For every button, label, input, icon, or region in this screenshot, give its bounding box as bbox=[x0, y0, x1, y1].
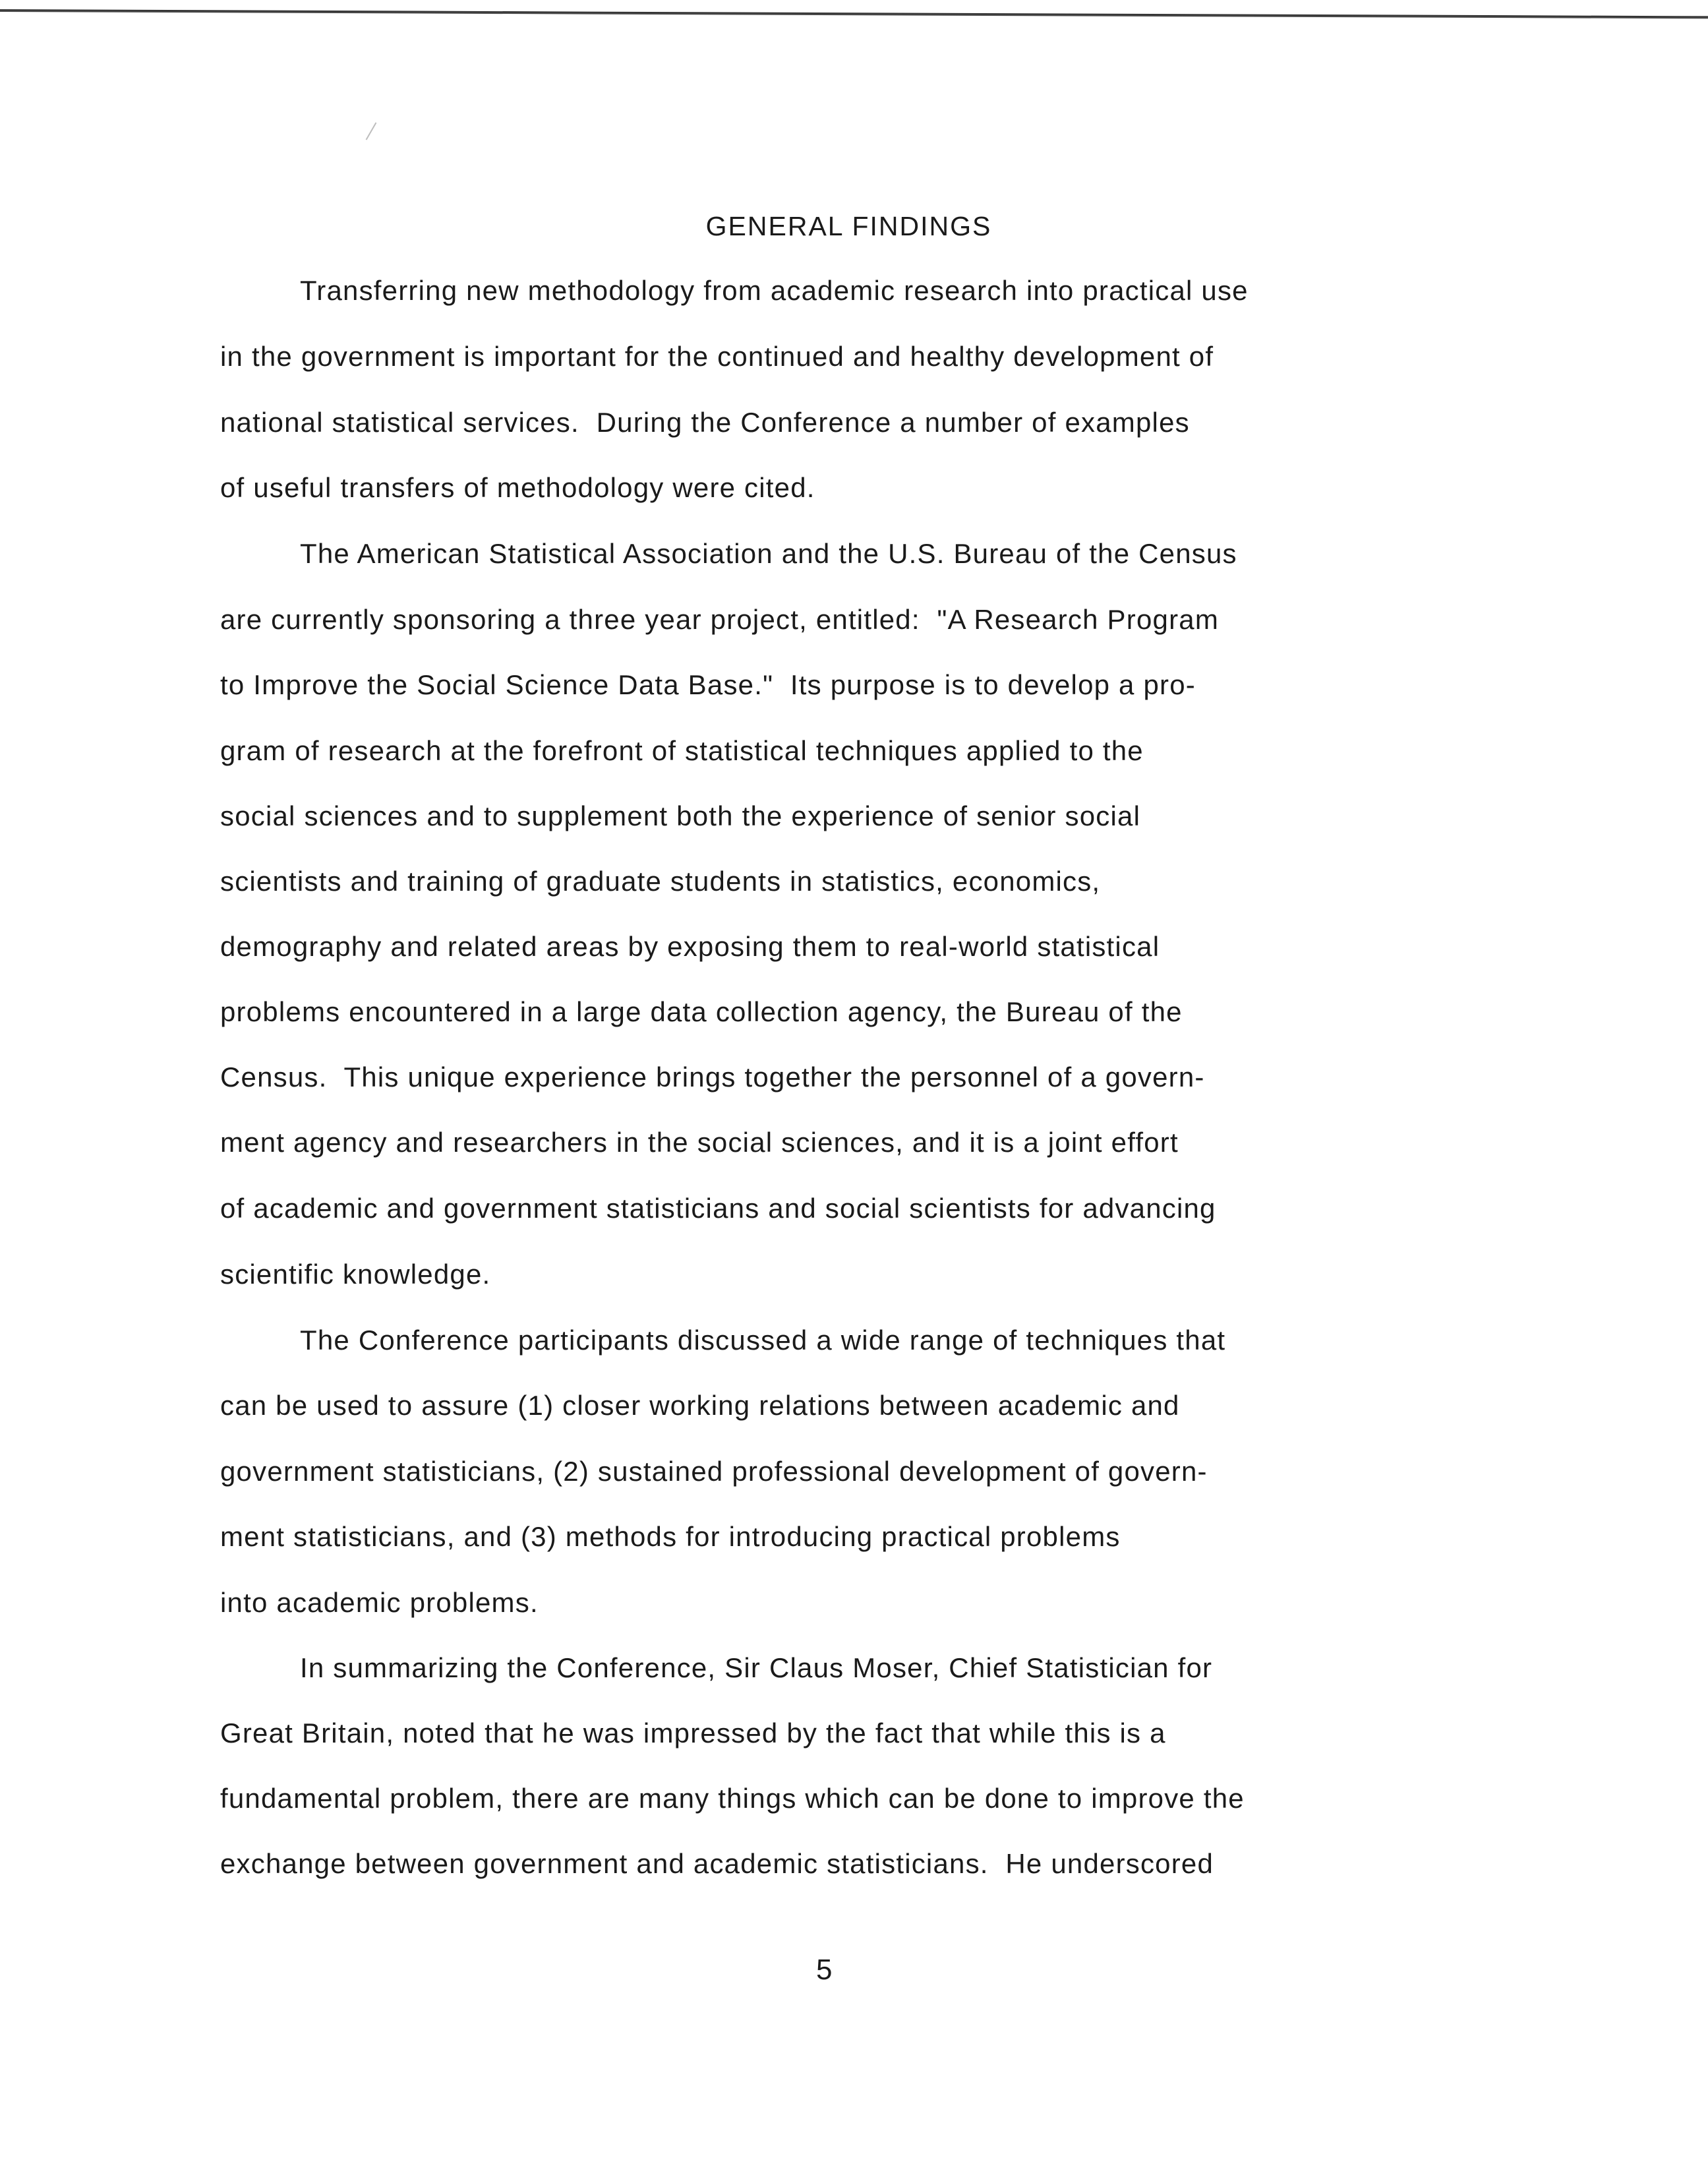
text-line: of academic and government statisticians and social scientists for advancing bbox=[220, 1193, 1216, 1224]
text-line: in the government is important for the continued and healthy development of bbox=[220, 341, 1214, 372]
text-line: problems encountered in a large data collection agency, the Bureau of the bbox=[220, 996, 1183, 1027]
text-line: Census. This unique experience brings together the personnel of a govern- bbox=[220, 1061, 1205, 1092]
text-line: gram of research at the forefront of statistical techniques applied to the bbox=[220, 735, 1144, 766]
text-line: social sciences and to supplement both the experience of senior social bbox=[220, 800, 1141, 831]
text-line: of useful transfers of methodology were cited. bbox=[220, 472, 815, 503]
text-line: scientific knowledge. bbox=[220, 1259, 491, 1290]
text-line: In summarizing the Conference, Sir Claus Moser, Chief Statistician for bbox=[300, 1652, 1213, 1683]
text-line: The American Statistical Association and the U.S. Bureau of the Census bbox=[300, 538, 1237, 569]
text-line: can be used to assure (1) closer working relations between academic and bbox=[220, 1390, 1180, 1421]
text-line: The Conference participants discussed a wide range of techniques that bbox=[300, 1325, 1226, 1356]
text-line: Transferring new methodology from academic research into practical use bbox=[300, 275, 1249, 306]
text-line: exchange between government and academic statisticians. He underscored bbox=[220, 1848, 1214, 1879]
text-line: are currently sponsoring a three year project, entitled: "A Research Program bbox=[220, 604, 1220, 635]
text-line: into academic problems. bbox=[220, 1587, 539, 1618]
page-number: 5 bbox=[816, 1954, 833, 1986]
page-title bbox=[0, 210, 1708, 243]
text-line: ment statisticians, and (3) methods for introducing practical problems bbox=[220, 1521, 1121, 1552]
text-line: scientists and training of graduate students in statistics, economics, bbox=[220, 866, 1101, 897]
stray-pen-mark bbox=[366, 123, 377, 140]
text-line: to Improve the Social Science Data Base." Its purpose is to develop a pro- bbox=[220, 669, 1196, 700]
page-title-text: GENERAL FINDINGS bbox=[705, 211, 992, 241]
text-line: Great Britain, noted that he was impressed by the fact that while this is a bbox=[220, 1718, 1166, 1748]
text-line: fundamental problem, there are many things which can be done to improve the bbox=[220, 1783, 1245, 1814]
text-line: ment agency and researchers in the social sciences, and it is a joint effort bbox=[220, 1127, 1179, 1158]
text-line: government statisticians, (2) sustained professional development of govern- bbox=[220, 1456, 1208, 1487]
text-line: national statistical services. During the Conference a number of examples bbox=[220, 407, 1190, 438]
text-line: demography and related areas by exposing them to real-world statistical bbox=[220, 931, 1160, 962]
top-rule bbox=[0, 9, 1708, 18]
